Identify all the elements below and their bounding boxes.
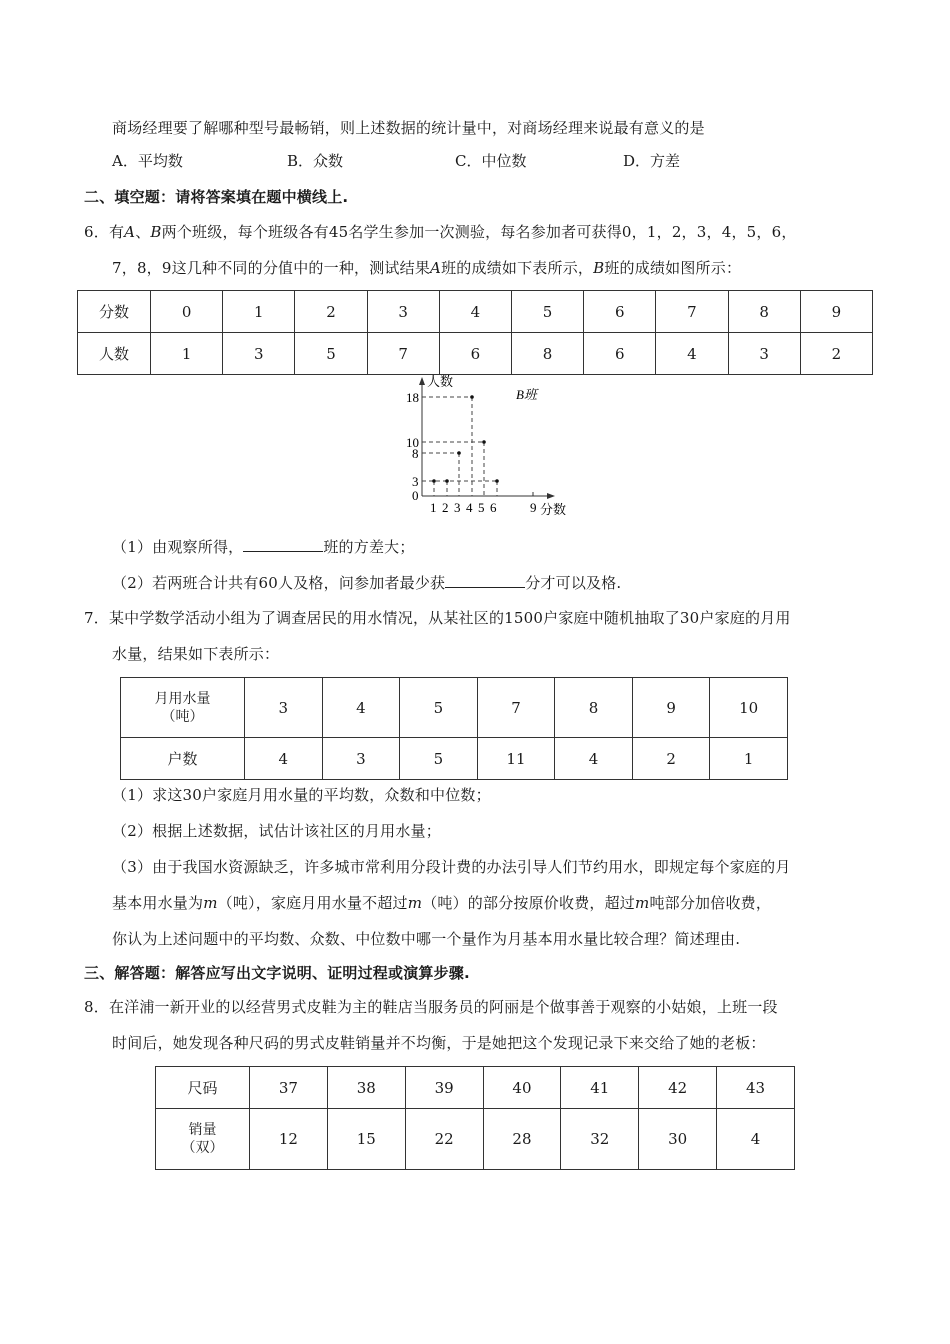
row-header-text: 月用水量 [154,690,211,707]
q6-number: 6． [84,223,109,241]
table-cell: 12 [250,1109,328,1170]
table-cell: 4 [717,1109,795,1170]
table-cell: 5 [400,678,478,738]
table-cell: 3 [223,333,295,375]
table-cell: 8 [511,333,583,375]
x-tick: 3 [454,500,461,515]
table-cell: 38 [327,1067,405,1109]
data-points [432,395,499,483]
table-row-households [121,738,788,780]
q7-number: 7． [84,609,109,627]
q7-sub3-line3: 你认为上述问题中的平均数、众数、中位数中哪一个量作为月基本用水量比较合理？简述理由. [112,930,741,948]
table-cell: 4 [439,291,511,333]
table-cell: 0 [151,291,223,333]
x-tick: 6 [490,500,497,515]
y-tick: 3 [412,474,419,489]
table-cell: 2 [295,291,367,333]
x-tick: 4 [466,500,473,515]
table-cell: 3 [728,333,800,375]
table-cell: 37 [250,1067,328,1109]
q6-sub2 [112,573,621,593]
q5-option-b: B．众数 [287,152,344,170]
table-cell: 8 [728,291,800,333]
q6-line2 [112,258,741,278]
q6-sub1 [112,537,415,557]
table-cell: 1 [710,738,788,780]
q6-var-a: A [124,223,136,241]
table-cell: 4 [555,738,633,780]
table-cell: 3 [245,678,323,738]
q7-sub3-line1: （3）由于我国水资源缺乏，许多城市常利用分段计费的办法引导人们节约用水，即规定每个家庭的月 [112,858,791,876]
table-cell: 8 [555,678,633,738]
q7-var-m: m [407,894,423,912]
q6-sub2-text: （2）若两班合计共有60人及格，问参加者最少获 [112,574,446,592]
q6-text: 有 [108,223,125,241]
row-header-households: 户数 [121,738,245,780]
table-cell: 7 [367,333,439,375]
y-axis-arrow-icon [419,377,425,385]
q6-sub1-text: 班的方差大； [323,538,415,556]
table-cell: 5 [295,333,367,375]
x-axis-label: 分数 [540,502,567,517]
table-cell: 43 [717,1067,795,1109]
table-cell: 4 [245,738,323,780]
row-header-unit: （双） [181,1140,224,1156]
y-tick: 0 [412,488,419,503]
q7-var-m: m [635,894,650,912]
table-cell: 3 [367,291,439,333]
table-row-sales [156,1109,795,1170]
q5-option-c: C．中位数 [455,152,527,170]
x-tick: 5 [478,500,485,515]
q7-water-usage-table [120,677,788,780]
q5-option-d: D．方差 [623,152,681,170]
q6-var-b: B [593,259,605,277]
section2-heading: 二、填空题：请将答案填在题中横线上. [84,188,349,206]
table-cell: 15 [327,1109,405,1170]
q6-text: 、 [135,223,151,241]
chart-title: B班 [516,387,537,402]
row-header-unit: （吨） [161,708,204,725]
table-cell: 6 [439,333,511,375]
answer-blank[interactable] [445,573,525,588]
table-cell: 1 [223,291,295,333]
section3-heading: 三、解答题：解答应写出文字说明、证明过程或演算步骤. [84,964,470,982]
table-row-counts [78,333,873,375]
table-cell: 41 [561,1067,639,1109]
q6-class-b-chart [390,372,580,520]
table-cell: 2 [800,333,872,375]
table-row-scores [78,291,873,333]
q7-text: （吨），家庭月用水量不超过 [217,894,408,912]
q6-var-a: A [430,259,442,277]
table-cell: 6 [584,291,656,333]
table-cell: 9 [632,678,710,738]
table-cell: 28 [483,1109,561,1170]
table-cell: 4 [322,678,400,738]
table-cell: 42 [639,1067,717,1109]
q6-line1 [84,222,797,242]
y-axis-label: 人数 [427,374,454,389]
table-cell: 3 [322,738,400,780]
x-tick: 9 [530,500,537,515]
x-tick: 2 [442,500,449,515]
table-row-usage [121,678,788,738]
table-row-sizes [156,1067,795,1109]
q6-text: 两个班级，每个班级各有45名学生参加一次测验，每名参加者可获得0，1，2，3，4，5，6， [161,223,797,241]
q6-sub1-text: （1）由观察所得， [112,538,244,556]
table-cell: 11 [477,738,555,780]
table-cell: 5 [511,291,583,333]
table-cell: 7 [477,678,555,738]
q7-sub3-line2 [112,893,771,913]
q5-question-text: 商场经理要了解哪种型号最畅销，则上述数据的统计量中，对商场经理来说最有意义的是 [112,119,705,137]
y-tick: 8 [412,446,419,461]
q6-sub2-text: 分才可以及格. [525,574,622,592]
table-cell: 1 [151,333,223,375]
q7-text: 某中学数学活动小组为了调查居民的用水情况，从某社区的1500户家庭中随机抽取了30户家庭的月用 [108,609,791,627]
q7-text: 基本用水量为 [112,894,204,912]
q5-option-a: A．平均数 [112,152,183,170]
x-axis-arrow-icon [547,493,555,499]
table-cell: 6 [584,333,656,375]
table-cell: 2 [632,738,710,780]
row-header-score: 分数 [78,291,151,333]
q6-text: 班的成绩如图所示： [604,259,742,277]
row-header-text: 销量 [188,1122,217,1138]
q8-line2: 时间后，她发现各种尺码的男式皮鞋销量并不均衡，于是她把这个发现记录下来交给了她的老板： [112,1034,766,1052]
q6-text: 班的成绩如下表所示， [441,259,594,277]
q7-text: （吨）的部分按原价收费，超过 [422,894,635,912]
q8-shoe-sales-table [155,1066,795,1170]
q6-text: 7，8，9这几种不同的分值中的一种，测试结果 [112,259,431,277]
q7-text: 吨部分加倍收费， [649,894,772,912]
y-tick: 18 [406,390,419,405]
table-cell: 22 [405,1109,483,1170]
table-cell: 40 [483,1067,561,1109]
q8-text: 在洋浦一新开业的以经营男式皮鞋为主的鞋店当服务员的阿丽是个做事善于观察的小姑娘，上班一段 [108,998,778,1016]
table-cell: 4 [656,333,728,375]
table-cell: 32 [561,1109,639,1170]
y-tick: 10 [406,435,419,450]
q6-var-b: B [150,223,162,241]
x-tick: 1 [430,500,437,515]
row-header-size: 尺码 [156,1067,250,1109]
table-cell: 10 [710,678,788,738]
answer-blank[interactable] [243,537,323,552]
row-header-sales [156,1109,250,1170]
table-cell: 9 [800,291,872,333]
q8-line1 [84,997,778,1017]
table-cell: 39 [405,1067,483,1109]
q7-var-m: m [203,894,218,912]
row-header-count: 人数 [78,333,151,375]
q7-line1 [84,608,791,628]
q7-sub2: （2）根据上述数据，试估计该社区的月用水量； [112,822,441,840]
q8-number: 8． [84,998,109,1016]
q7-sub1: （1）求这30户家庭月用水量的平均数，众数和中位数； [112,786,491,804]
q6-class-a-table [77,290,873,375]
table-cell: 7 [656,291,728,333]
table-cell: 5 [400,738,478,780]
table-cell: 30 [639,1109,717,1170]
row-header-usage [121,678,245,738]
q7-line2: 水量，结果如下表所示： [112,645,280,663]
